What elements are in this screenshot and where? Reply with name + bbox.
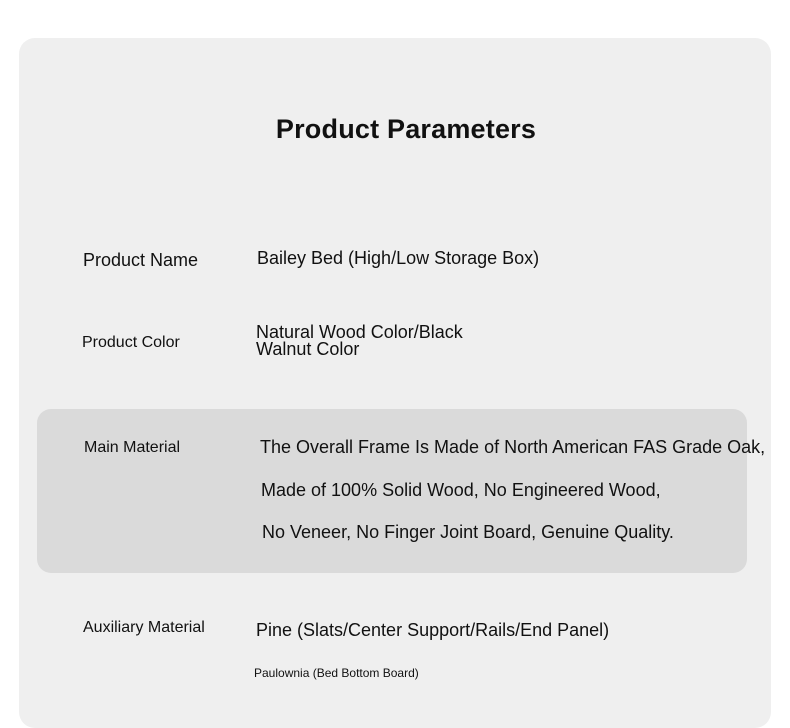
main-material-label: Main Material (84, 439, 181, 456)
product-color-value-line2: Walnut Color (256, 339, 360, 359)
page-title: Product Parameters (275, 114, 537, 144)
auxiliary-material-label: Auxiliary Material (83, 619, 205, 636)
product-color-value-line1: Natural Wood Color/Black (256, 322, 463, 342)
product-name-label: Product Name (83, 250, 199, 270)
main-material-value-line3: No Veneer, No Finger Joint Board, Genuine Quality. (262, 522, 674, 542)
auxiliary-material-value-line1: Pine (Slats/Center Support/Rails/End Panel) (256, 620, 610, 640)
main-material-value-line2: Made of 100% Solid Wood, No Engineered Wood, (261, 480, 661, 500)
product-color-label: Product Color (82, 334, 180, 351)
auxiliary-material-value-line2: Paulownia (Bed Bottom Board) (254, 666, 419, 680)
product-name-value: Bailey Bed (High/Low Storage Box) (257, 248, 540, 268)
main-material-value-line1: The Overall Frame Is Made of North American FAS Grade Oak, (260, 437, 766, 457)
